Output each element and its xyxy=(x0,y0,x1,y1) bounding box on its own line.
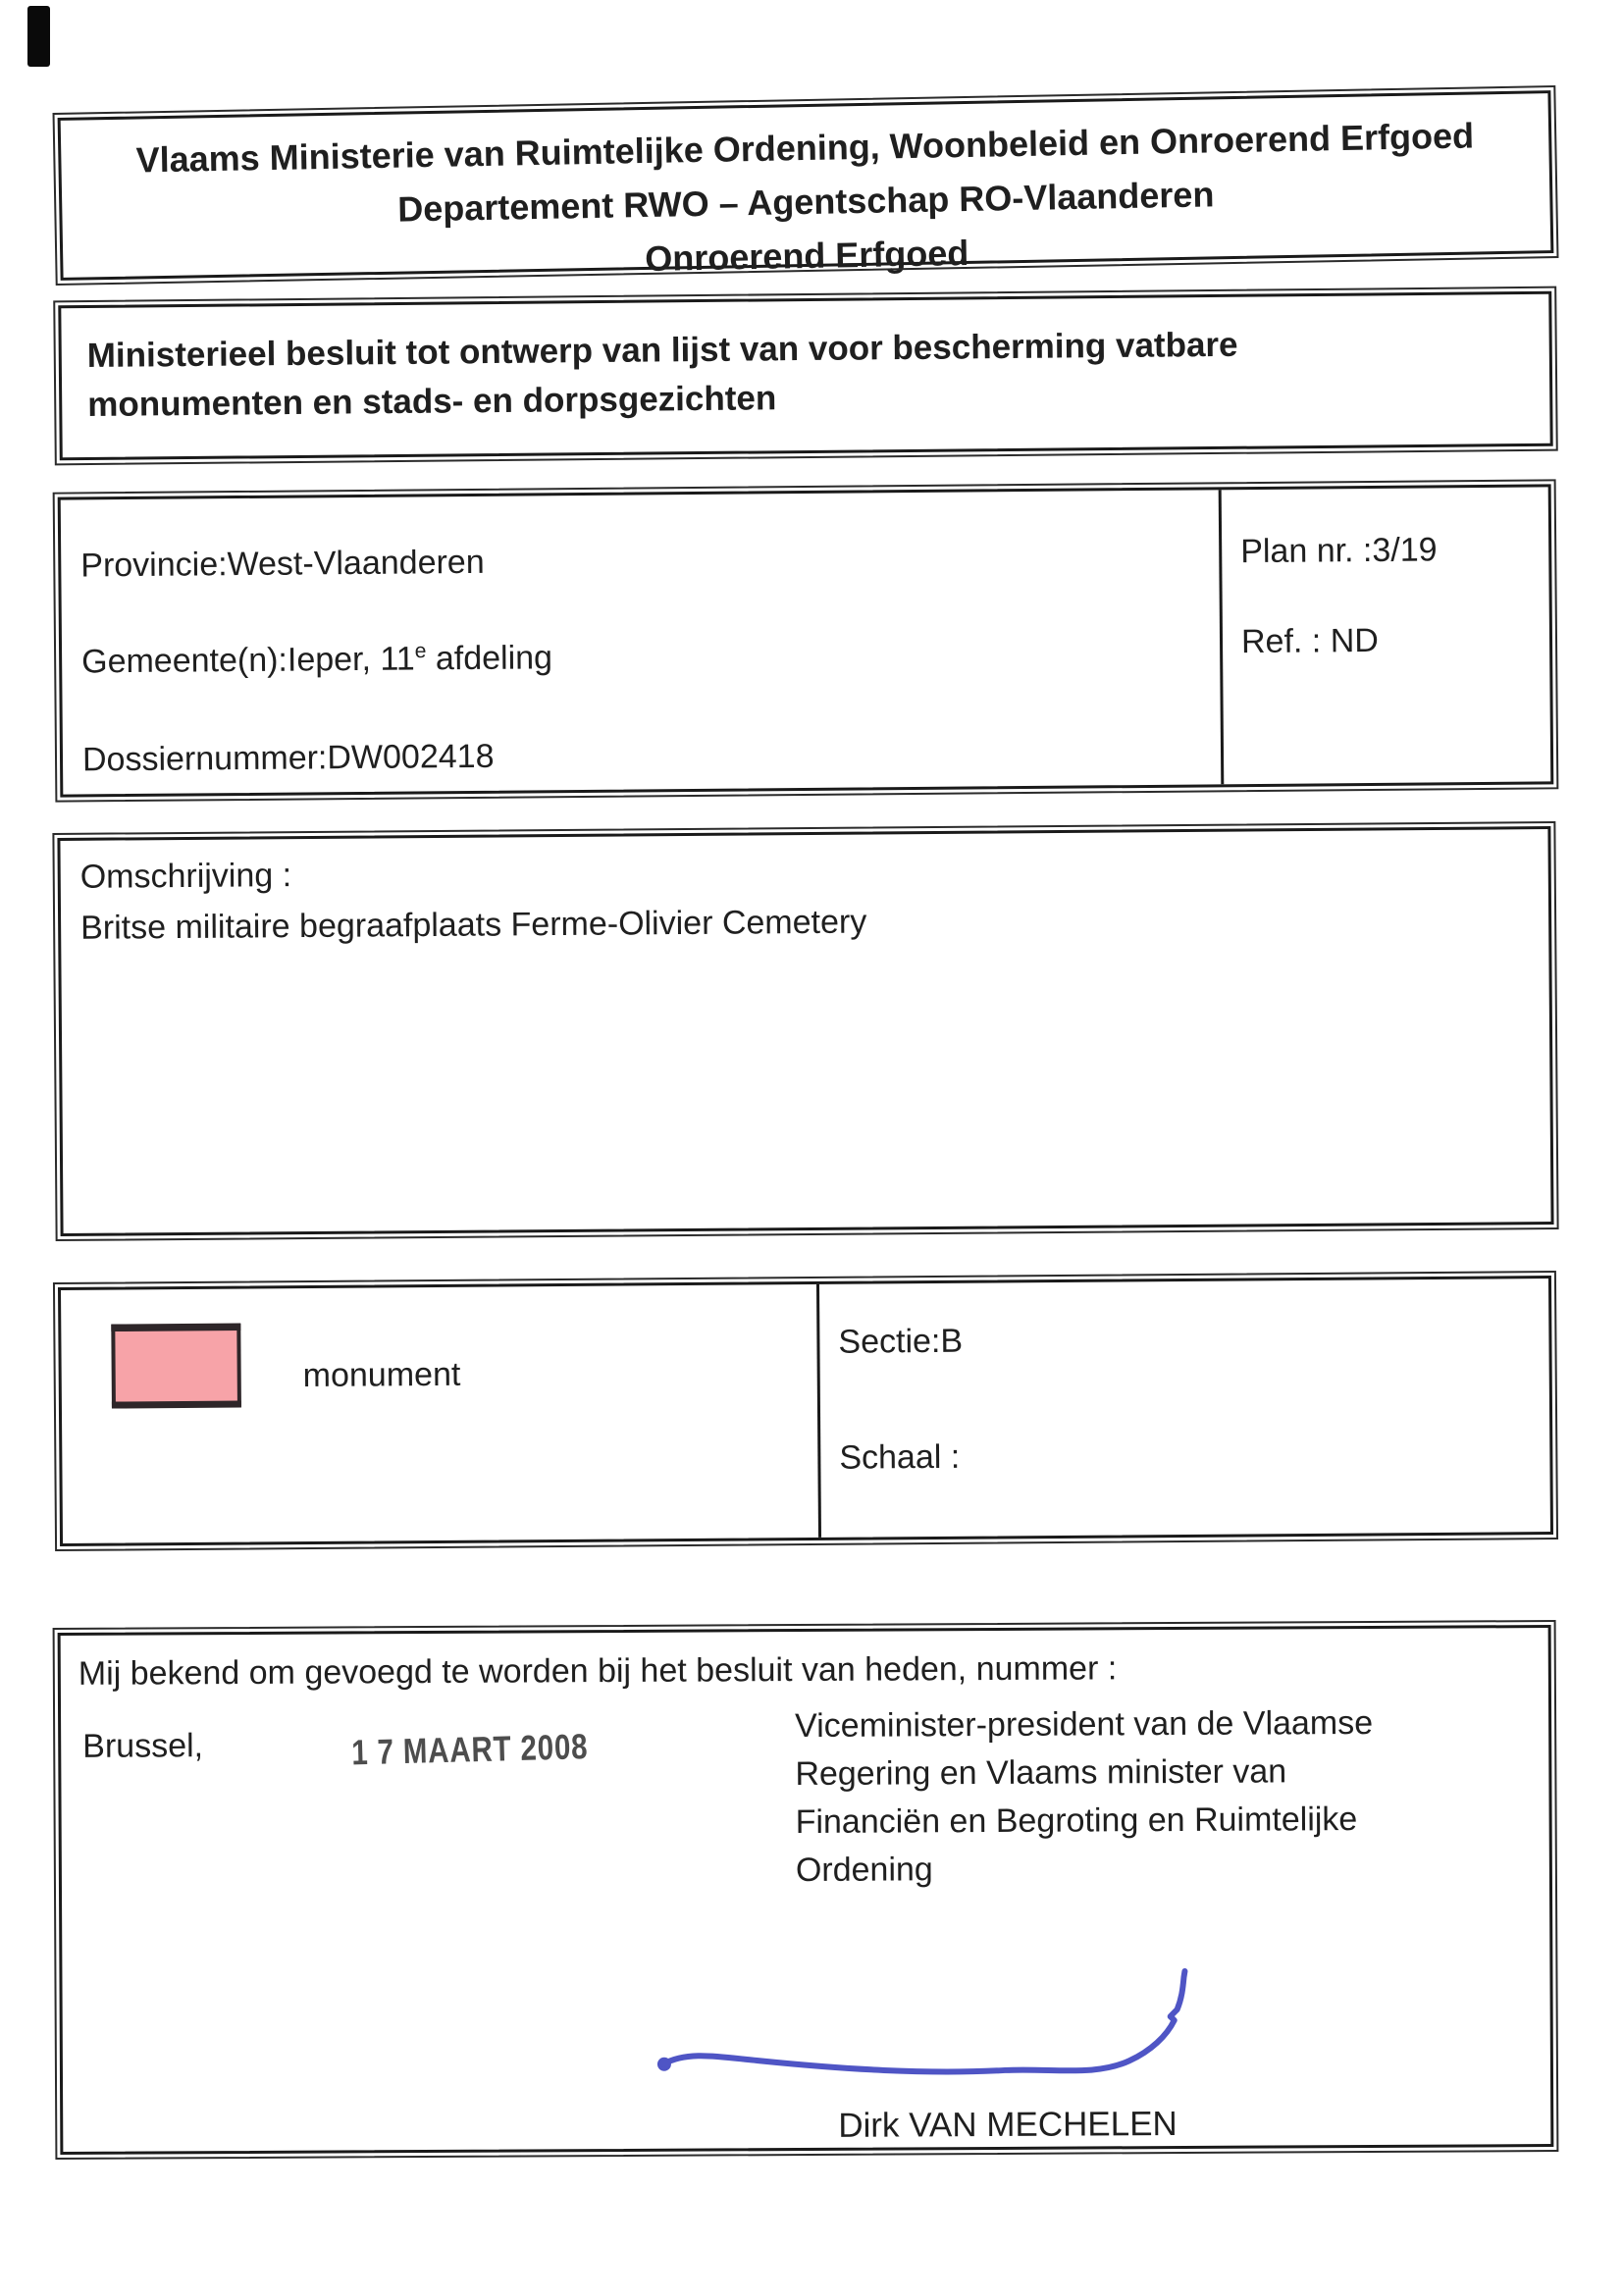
date-stamp: 1 7 MAART 2008 xyxy=(350,1726,589,1773)
minister-title-line: Ordening xyxy=(795,1851,933,1890)
decree-title-line: Ministerieel besluit tot ontwerp van lijst van voor bescherming vatbare xyxy=(86,325,1238,376)
gemeente-superscript: e xyxy=(414,640,427,663)
provincie-field: Provincie:West-Vlaanderen xyxy=(80,543,485,585)
plan-nr-field: Plan nr. :3/19 xyxy=(1240,531,1438,571)
place-label: Brussel, xyxy=(82,1727,204,1765)
gemeente-field xyxy=(81,639,552,681)
gemeente-suffix: afdeling xyxy=(426,639,553,678)
description-box xyxy=(57,826,1553,1236)
info-box-divider xyxy=(1219,490,1225,784)
swatch-fill xyxy=(113,1326,239,1407)
minister-title-line: Financiën en Begroting en Ruimtelijke xyxy=(795,1800,1358,1842)
ref-field: Ref. : ND xyxy=(1240,621,1379,661)
legend-box-divider xyxy=(816,1284,821,1538)
signatory-name: Dirk VAN MECHELEN xyxy=(838,2105,1178,2145)
description-label: Omschrijving : xyxy=(79,857,292,896)
handwritten-signature xyxy=(611,1954,1221,2094)
minister-title-line: Regering en Vlaams minister van xyxy=(795,1752,1287,1794)
dossiernummer-field: Dossiernummer:DW002418 xyxy=(81,737,495,779)
minister-title-block xyxy=(795,1699,1374,1895)
ministry-header-box xyxy=(58,90,1554,281)
decree-title-line: monumenten en stads- en dorpsgezichten xyxy=(87,379,777,425)
swatch-top-edge xyxy=(111,1328,240,1329)
agency-name: Onroerend Erfgoed xyxy=(644,232,969,280)
signature-section-box xyxy=(58,1625,1554,2155)
description-value: Britse militaire begraafplaats Ferme-Olivier Cemetery xyxy=(80,903,867,947)
schaal-field: Schaal : xyxy=(839,1437,961,1477)
swatch-bottom-edge xyxy=(112,1404,241,1405)
ministry-name: Vlaams Ministerie van Ruimtelijke Ordening, Woonbeleid en Onroerend Erfgoed xyxy=(135,115,1475,181)
legend-monument-label: monument xyxy=(302,1355,461,1395)
dossier-info-box xyxy=(58,484,1554,797)
minister-title-line: Viceminister-president van de Vlaamse xyxy=(795,1703,1374,1746)
signature-stroke xyxy=(662,1971,1185,2073)
legend-box xyxy=(58,1276,1553,1546)
attachment-statement: Mij bekend om gevoegd te worden bij het besluit van heden, nummer : xyxy=(78,1649,1118,1693)
decree-title-box xyxy=(58,291,1552,461)
sectie-field: Sectie:B xyxy=(838,1322,964,1361)
monument-color-swatch xyxy=(110,1323,242,1410)
gemeente-text: Gemeente(n):Ieper, 11 xyxy=(80,640,415,681)
scan-artifact-mark xyxy=(27,6,50,67)
department-name: Departement RWO – Agentschap RO-Vlaanderen xyxy=(396,174,1215,230)
